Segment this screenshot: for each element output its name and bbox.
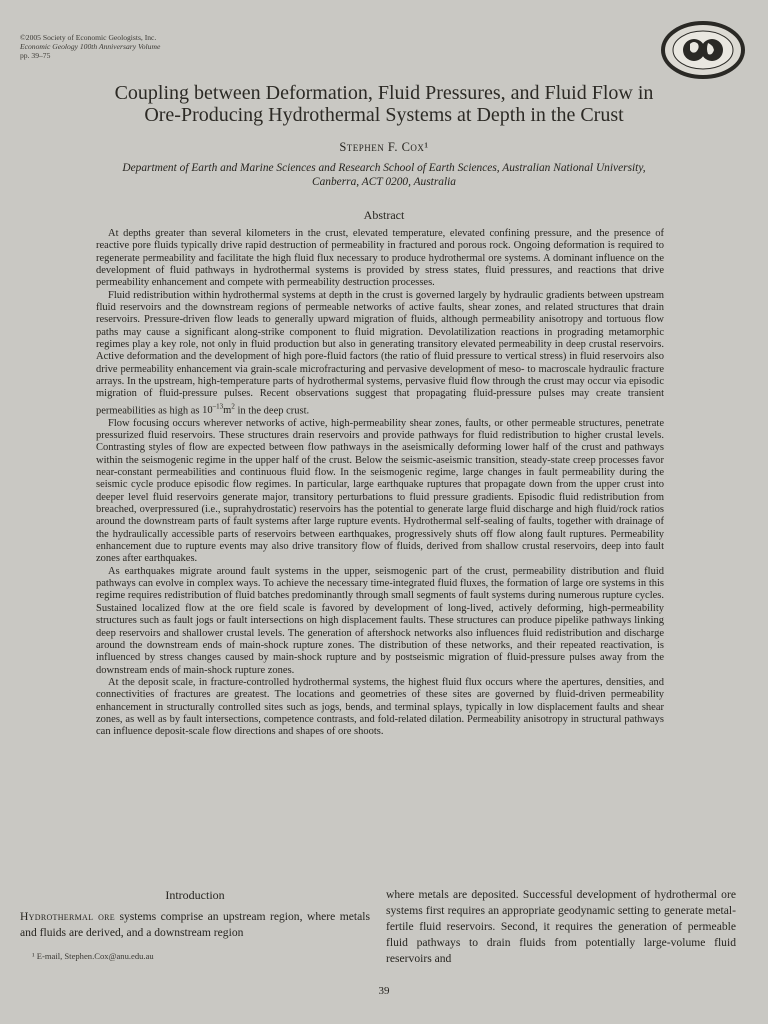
article-title: [40, 82, 728, 126]
right-column-text: where metals are deposited. Successful development of hydrothermal ore systems first requires an appropriate geodynamic setting to generate metal-fertile fluid reservoirs. Second, it requires the generation of permeable fluid pathways to drain fluids from potentially large-volume fluid reservoirs and: [386, 888, 736, 965]
author-name: Stephen F. Cox¹: [339, 140, 429, 154]
abstract-body: [96, 228, 664, 739]
intro-lead-words: Hydrothermal ore: [20, 910, 115, 923]
copyright-line: ©2005 Society of Economic Geologists, Inc.: [20, 33, 157, 42]
abstract-paragraph: [96, 290, 664, 418]
affiliation: [60, 161, 708, 189]
abstract-paragraph: Flow focusing occurs wherever networks of active, high-permeability shear zones, faults, or other permeable structures, penetrate pressurized fluid reservoirs. These structures drain reservoirs and provide pathways for fluid redistribution to higher crustal levels. Contrasting styles of flow are expected between flow pathways in the aseismically deforming lower half of the crust and pathways within the seismogenic regime in the upper half of the crust. Below the seismic-aseismic transition, steady-state creep processes favor near-constant permeabilities and continuous fluid flow. In the seismogenic regime, large changes in fault permeability during the seismic cycle produce episodic flow regimes. In particular, large earthquake ruptures that propagate down from the upper crust into deeper level fluid reservoirs generate major, transitory perturbations to fluid pressure gradients. Episodic fluid redistribution from breached, overpressured (i.e., suprahydrostatic) reservoirs has the potential to generate large fluid discharge and high fluid/rock ratios around the downstream parts of fault systems after large rupture events. Hydrothermal self-sealing of faults, together with drainage of the hydraulically accessible parts of reservoirs between earthquakes, progressively shuts off flow along fault ruptures. Permeability enhancement due to rupture events may also drive transitory flow of fluids, derived from shallow crustal reservoirs, deep into fault zones after earthquakes.: [96, 417, 664, 565]
pages-line: pp. 39–75: [20, 51, 51, 60]
introduction-text: Hydrothermal ore systems comprise an upstream region, where metals and fluids are derived, and a downstream region: [20, 910, 370, 939]
introduction-heading: Introduction: [165, 888, 225, 902]
abstract-text: in the deep crust.: [237, 405, 310, 417]
journal-meta: [20, 33, 160, 60]
permeability-value: $10^{-13}m^2$: [202, 402, 235, 417]
abstract-paragraph: As earthquakes migrate around fault systems in the upper, seismogenic part of the crust, permeability distribution and fluid pathways can evolve in complex ways. To achieve the necessary time-integrated fluid fluxes, the formation of large ore systems in this regime requires redistribution of fluid batches predominantly through small segments of fault systems during numerous rupture cycles. Sustained localized flow at the ore field scale is favored by development of long-lived, actively deforming, high-permeability structures such as fault jogs or fault intersections on high displacement faults. These structures can produce pipelike pathways linking deep reservoirs and shallower crustal levels. The generation of aftershock networks also influences fluid redistribution and discharge around the downstream ends of main-shock rupture zones. The distribution of these networks, and their repeated reactivation, is influenced by stress changes caused by main-shock rupture and by postseismic migration of fluid-pressure pulses away from the downstream ends of main-shock rupture zones.: [96, 565, 664, 676]
affiliation-line-1: Department of Earth and Marine Sciences and Research School of Earth Sciences, Australian National University,: [122, 162, 646, 174]
abstract-paragraph: At the deposit scale, in fracture-controlled hydrothermal systems, the highest fluid flux occurs where the apertures, densities, and connectivities of fractures are greatest. The locations and geometries of these sites are governed by fluid-driven permeability enhancement in structurally controlled sites such as jogs, bends, and terminal splays, typically in low displacement faults and shear zones, as well as by fault intersections, competence contrasts, and fold-related dilation. Permeability anisotropy in structural pathways can influence deposit-scale flow directions and shapes of ore shoots.: [96, 676, 664, 738]
volume-line: Economic Geology 100th Anniversary Volume: [20, 42, 161, 51]
title-line-2: Ore-Producing Hydrothermal Systems at Depth in the Crust: [144, 104, 624, 126]
page-number: 39: [378, 985, 390, 997]
affiliation-line-2: Canberra, ACT 0200, Australia: [312, 176, 456, 188]
abstract-paragraph: At depths greater than several kilometers in the crust, elevated temperature, elevated confining pressure, and the presence of reactive pore fluids typically drive rapid destruction of permeability in fractured and porous rock. Ongoing deformation is required to regenerate permeability and facilitate the high fluid flux necessary to produce hydrothermal ore systems. A dominant influence on the development of fluid pathways in hydrothermal systems is provided by stress states, fluid pressures, and reactions that drive permeability enhancement and compete with permeability destruction processes.: [96, 228, 664, 289]
society-seal-logo: [659, 20, 747, 80]
abstract-text: Fluid redistribution within hydrothermal systems at depth in the crust is governed largely by hydraulic gradients between upstream fluid reservoirs and the downstream regions of permeable networks of active faults, shear zones, and related structures that drain reservoirs. Pressure-driven flow leads to generally upward migration of fluids, although permeability anisotropy and tortuous flow paths may cause a significant along-strike component to fluid migration. Devolatilization reactions in prograding metamorphic regimes play a key role, not only in fluid production but also in generating transitory elevated permeability in deep crustal reservoirs. Active deformation and the development of high pore-fluid factors (the ratio of fluid pressure to vertical stress) in fluid reservoirs also drive permeability enhancement via grain-scale microfracturing and pervasive development of meso- to macroscale hydraulic fracture arrays. In the upstream, high-temperature parts of hydrothermal systems, pervasive fluid flow through the crust may occur via episodic migration of fluid-pressure pulses. Recent observations suggest that propagating fluid-pressure pulses may create transient permeabilities as high as: [96, 289, 664, 417]
left-column: [20, 888, 370, 961]
footnote-email: ¹ E-mail, Stephen.Cox@anu.edu.au: [32, 951, 154, 961]
title-line-1: Coupling between Deformation, Fluid Pressures, and Fluid Flow in: [114, 82, 654, 104]
abstract-heading: Abstract: [363, 208, 405, 222]
